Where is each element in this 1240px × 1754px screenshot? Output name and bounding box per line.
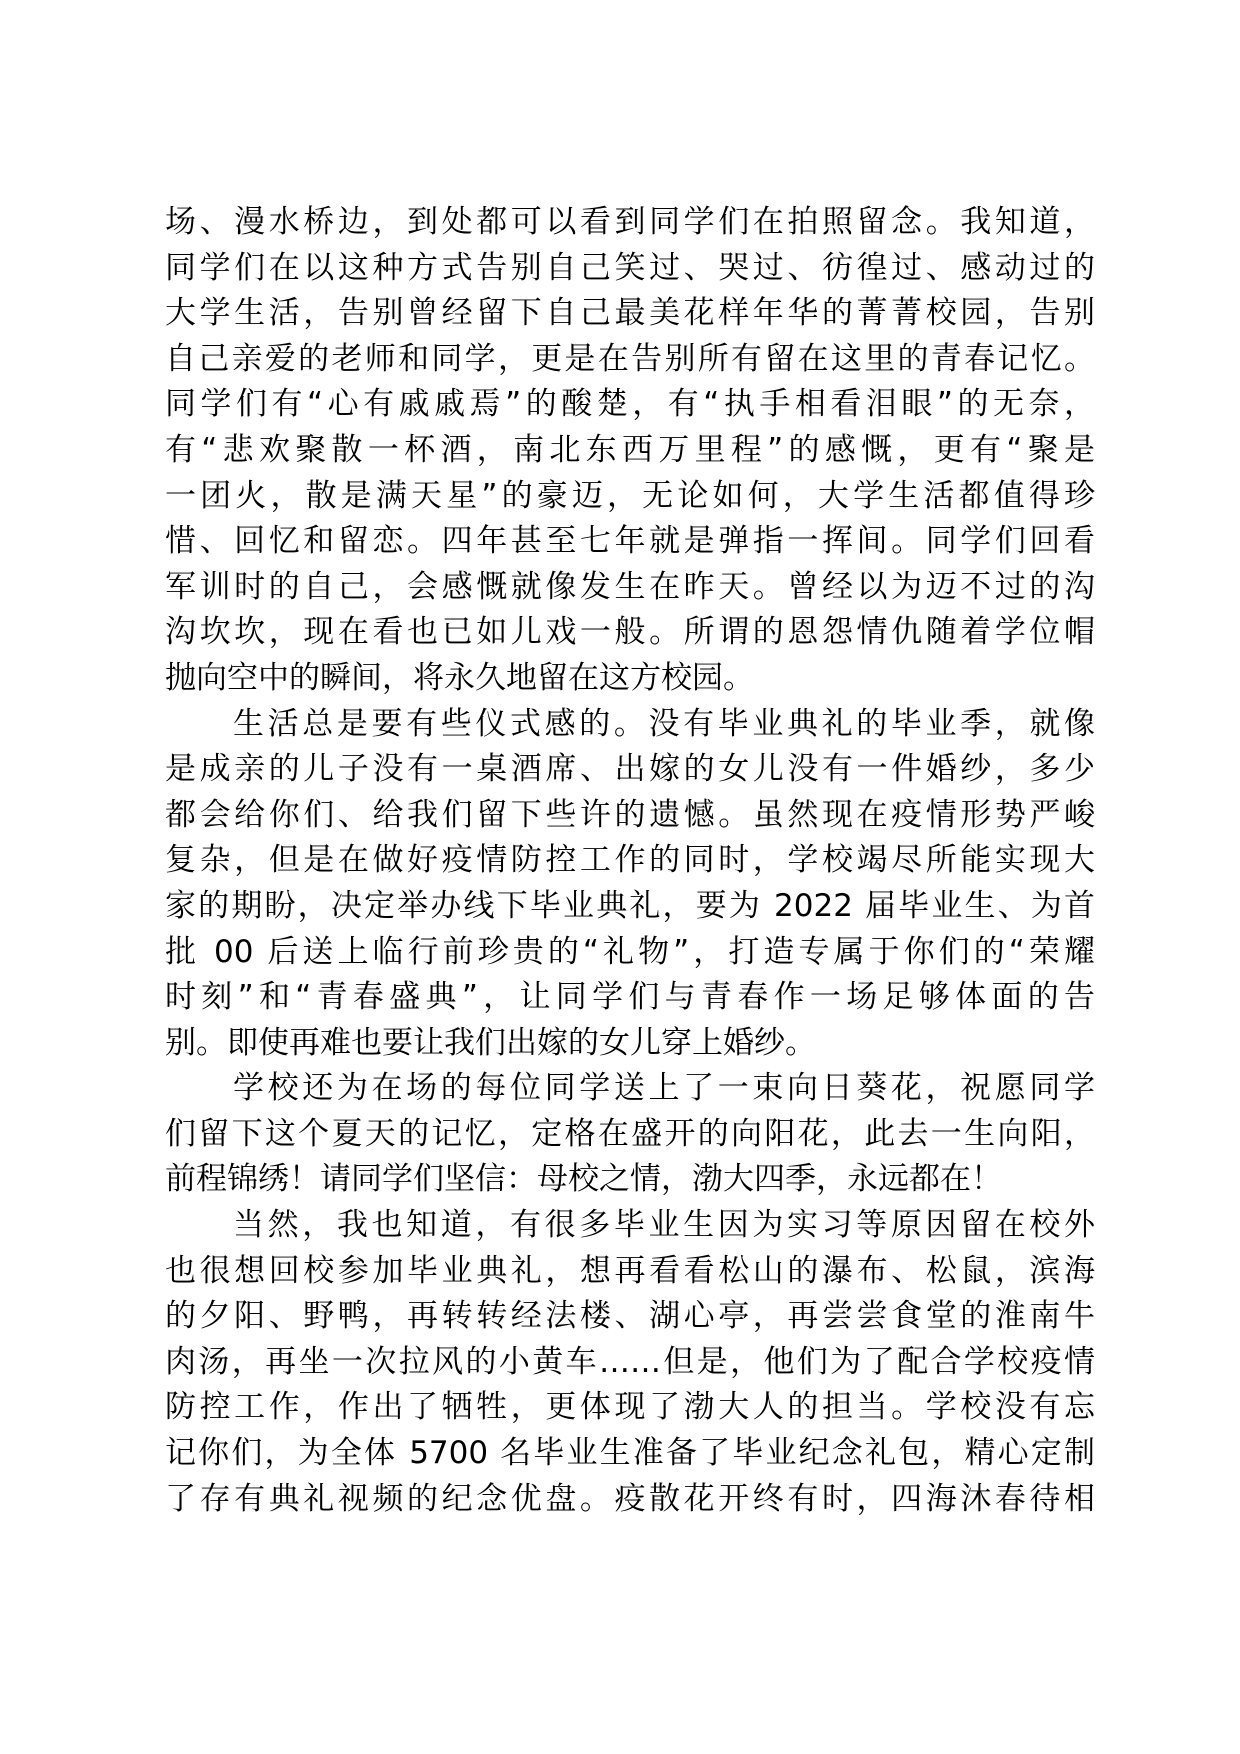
text-line: 也很想回校参加毕业典礼，想再看看松山的瀑布、松鼠，滨海 — [165, 1252, 1095, 1289]
paragraph-first-line: 生活总是要有些仪式感的。没有毕业典礼的毕业季，就像 — [233, 705, 1095, 742]
text-line: 都会给你们、给我们留下些许的遗憾。虽然现在疫情形势严峻 — [165, 796, 1095, 833]
paragraph-first-line: 当然，我也知道，有很多毕业生因为实习等原因留在校外 — [233, 1207, 1095, 1244]
text-line: 场、漫水桥边，到处都可以看到同学们在拍照留念。我知道， — [165, 204, 1095, 240]
text-line: 时刻”和“青春盛典”，让同学们与青春作一场足够体面的告 — [165, 979, 1095, 1016]
text-line: 防控工作，作出了牺牲，更体现了渤大人的担当。学校没有忘 — [165, 1389, 1095, 1426]
text-line: 惜、回忆和留恋。四年甚至七年就是弹指一挥间。同学们回看 — [165, 523, 1095, 560]
text-line: 肉汤，再坐一次拉风的小黄车……但是，他们为了配合学校疫情 — [165, 1343, 1095, 1380]
text-line: 们留下这个夏天的记忆，定格在盛开的向阳花，此去一生向阳， — [165, 1115, 1095, 1152]
text-line: 的夕阳、野鸭，再转转经法楼、湖心亭，再尝尝食堂的淮南牛 — [165, 1298, 1095, 1335]
text-line: 沟坎坎，现在看也已如儿戏一般。所谓的恩怨情仇随着学位帽 — [165, 614, 1095, 651]
text-line: 别。即使再难也要让我们出嫁的女儿穿上婚纱。 — [165, 1024, 816, 1061]
text-line: 复杂，但是在做好疫情防控工作的同时，学校竭尽所能实现大 — [165, 842, 1095, 879]
text-line: 抛向空中的瞬间，将永久地留在这方校园。 — [165, 659, 754, 696]
text-line: 同学们有“心有戚戚焉”的酸楚，有“执手相看泪眼”的无奈， — [165, 386, 1095, 423]
text-line: 了存有典礼视频的纪念优盘。疫散花开终有时，四海沐春待相 — [165, 1480, 1095, 1517]
text-line: 一团火，散是满天星”的豪迈，无论如何，大学生活都值得珍 — [165, 477, 1095, 514]
body-text — [165, 200, 1095, 1522]
text-line: 是成亲的儿子没有一桌酒席、出嫁的女儿没有一件婚纱，多少 — [165, 751, 1095, 788]
text-line: 批 00 后送上临行前珍贵的“礼物”，打造专属于你们的“荣耀 — [165, 933, 1095, 970]
text-line: 军训时的自己，会感慨就像发生在昨天。曾经以为迈不过的沟 — [165, 568, 1095, 605]
paragraph-first-line: 学校还为在场的每位同学送上了一束向日葵花，祝愿同学 — [233, 1070, 1095, 1107]
text-line: 前程锦绣！请同学们坚信：母校之情，渤大四季，永远都在！ — [165, 1161, 1002, 1198]
text-line: 大学生活，告别曾经留下自己最美花样年华的菁菁校园，告别 — [165, 295, 1095, 332]
text-line: 自己亲爱的老师和同学，更是在告别所有留在这里的青春记忆。 — [165, 340, 1095, 377]
text-line: 有“悲欢聚散一杯酒，南北东西万里程”的感慨，更有“聚是 — [165, 431, 1095, 468]
text-line: 同学们在以这种方式告别自己笑过、哭过、彷徨过、感动过的 — [165, 249, 1095, 286]
text-line: 记你们，为全体 5700 名毕业生准备了毕业纪念礼包，精心定制 — [165, 1435, 1095, 1472]
text-line: 家的期盼，决定举办线下毕业典礼，要为 2022 届毕业生、为首 — [165, 887, 1095, 924]
